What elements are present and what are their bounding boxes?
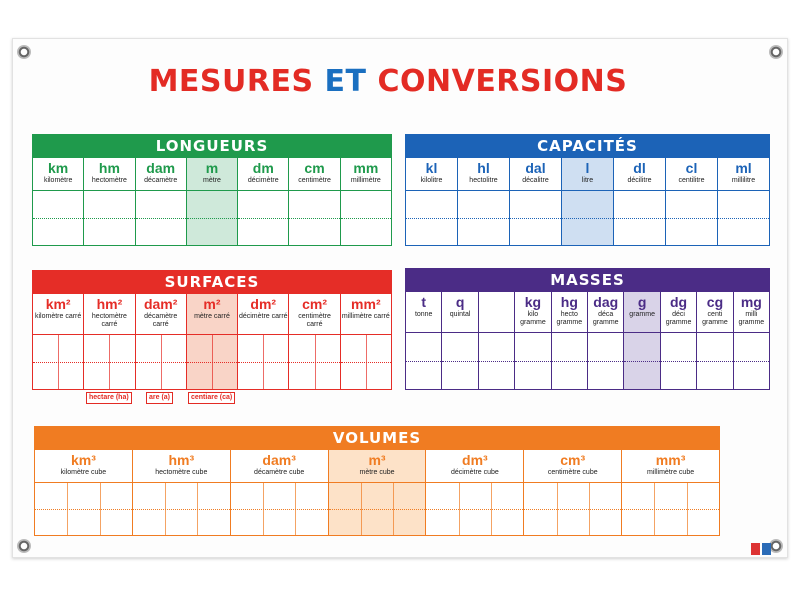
unit-column: [524, 450, 622, 535]
dotted-guide-line: [406, 361, 441, 362]
section-title: SURFACES: [32, 270, 392, 294]
sub-column-divider: [654, 483, 655, 535]
unit-column: [231, 450, 329, 535]
unit-name: hectolitre: [469, 177, 498, 184]
entry-cells[interactable]: [341, 190, 391, 245]
unit-name: quintal: [449, 311, 471, 318]
unit-name: centimètre carré: [298, 313, 331, 328]
unit-symbol: hg: [560, 294, 578, 310]
ce-mark-icon: [751, 543, 760, 555]
unit-symbol: hm: [98, 160, 120, 176]
dotted-guide-line: [515, 361, 550, 362]
unit-name: kilolitre: [420, 177, 443, 184]
unit-name: tonne: [414, 311, 433, 318]
unit-column: [622, 450, 719, 535]
section-volumes: [34, 426, 720, 536]
sub-column-divider: [263, 335, 264, 389]
unit-symbol: m: [205, 160, 219, 176]
entry-cells[interactable]: [588, 332, 623, 389]
sub-column-divider: [459, 483, 460, 535]
unit-name: mètre cube: [359, 469, 395, 476]
unit-column: [33, 158, 84, 245]
sub-column-divider: [100, 483, 101, 535]
unit-symbol: mg: [740, 294, 762, 310]
sub-column-divider: [161, 335, 162, 389]
unit-column: [510, 158, 562, 245]
entry-cells[interactable]: [187, 190, 237, 245]
unit-name: millimètre carré: [341, 313, 390, 320]
dotted-guide-line: [329, 509, 426, 510]
unit-column: [136, 294, 187, 389]
unit-symbol: t: [421, 294, 427, 310]
unit-symbol: kg: [524, 294, 542, 310]
dotted-guide-line: [552, 361, 587, 362]
unit-symbol: dl: [633, 160, 646, 176]
grommet-bottom-right: [769, 539, 783, 553]
section-surfaces: [32, 270, 392, 390]
sub-column-divider: [295, 483, 296, 535]
unit-column: [406, 158, 458, 245]
entry-cells[interactable]: [231, 482, 328, 535]
section-capacites: [405, 134, 770, 246]
sub-column-divider: [366, 335, 367, 389]
entry-cells[interactable]: [238, 190, 288, 245]
entry-cells[interactable]: [622, 482, 719, 535]
entry-cells[interactable]: [552, 332, 587, 389]
entry-cells[interactable]: [614, 190, 665, 245]
title-word-conversions: CONVERSIONS: [377, 64, 628, 99]
unit-columns: [33, 158, 391, 245]
entry-cells[interactable]: [33, 334, 83, 389]
dotted-guide-line: [406, 218, 457, 219]
entry-cells[interactable]: [133, 482, 230, 535]
unit-name: hectomètre: [91, 177, 127, 184]
dotted-guide-line: [661, 361, 696, 362]
entry-cells[interactable]: [329, 482, 426, 535]
entry-cells[interactable]: [238, 334, 288, 389]
unit-symbol: dam: [146, 160, 176, 176]
unit-symbol: dal: [525, 160, 546, 176]
entry-cells[interactable]: [289, 334, 339, 389]
conversion-label-centiare: centiare (ca): [188, 392, 235, 404]
unit-symbol: dm: [252, 160, 274, 176]
unit-symbol: dag: [593, 294, 619, 310]
unit-column: [661, 292, 697, 389]
entry-cells[interactable]: [479, 332, 514, 389]
unit-column: [84, 158, 135, 245]
unit-name: mètre carré: [194, 313, 230, 320]
dotted-guide-line: [442, 361, 477, 362]
unit-name: déci gramme: [665, 311, 692, 326]
unit-symbol: kl: [425, 160, 438, 176]
entry-cells[interactable]: [406, 190, 457, 245]
grommet-top-right: [769, 45, 783, 59]
unit-name: kilomètre carré: [34, 313, 82, 320]
unit-column: [562, 158, 614, 245]
dotted-guide-line: [734, 361, 769, 362]
unit-name: déca gramme: [592, 311, 619, 326]
unit-name: centimètre: [298, 177, 331, 184]
sub-column-divider: [197, 483, 198, 535]
unit-column: [84, 294, 135, 389]
entry-cells[interactable]: [515, 332, 550, 389]
unit-column: [515, 292, 551, 389]
dotted-guide-line: [479, 361, 514, 362]
unit-symbol: q: [455, 294, 465, 310]
unit-symbol: cm³: [560, 452, 586, 468]
dotted-guide-line: [231, 509, 328, 510]
unit-column: [624, 292, 660, 389]
unit-column: [614, 158, 666, 245]
unit-symbol: dm²: [250, 296, 277, 312]
entry-cells[interactable]: [35, 482, 132, 535]
unit-symbol: cm²: [302, 296, 327, 312]
grommet-bottom-left: [17, 539, 31, 553]
conversion-table: [405, 292, 770, 390]
entry-cells[interactable]: [697, 332, 732, 389]
unit-columns: [406, 292, 769, 389]
unit-name: kilomètre: [43, 177, 73, 184]
unit-name: centimètre cube: [547, 469, 598, 476]
title-word-mesures: MESURES: [148, 64, 314, 99]
unit-name: hectomètre cube: [155, 469, 208, 476]
entry-cells[interactable]: [734, 332, 769, 389]
page-title: [0, 64, 776, 99]
sub-column-divider: [557, 483, 558, 535]
unit-symbol: cl: [685, 160, 698, 176]
sub-column-divider: [109, 335, 110, 389]
unit-name: millilitre: [731, 177, 756, 184]
entry-cells[interactable]: [661, 332, 696, 389]
grommet-top-left: [17, 45, 31, 59]
title-word-et: ET: [324, 64, 367, 99]
unit-symbol: hm²: [96, 296, 123, 312]
dotted-guide-line: [133, 509, 230, 510]
unit-column: [187, 294, 238, 389]
unit-column: [33, 294, 84, 389]
unit-name: gramme: [629, 311, 655, 318]
conversion-label-hectare: hectare (ha): [86, 392, 132, 404]
unit-name: mètre: [203, 177, 221, 184]
unit-column: [329, 450, 427, 535]
entry-cells[interactable]: [442, 332, 477, 389]
unit-symbol: km²: [45, 296, 71, 312]
entry-cells[interactable]: [562, 190, 613, 245]
entry-cells[interactable]: [718, 190, 769, 245]
section-longueurs: [32, 134, 392, 246]
entry-cells[interactable]: [136, 334, 186, 389]
sub-column-divider: [315, 335, 316, 389]
section-title: CAPACITÉS: [405, 134, 770, 158]
unit-name: décamètre cube: [254, 469, 305, 476]
dotted-guide-line: [588, 361, 623, 362]
entry-cells[interactable]: [136, 190, 186, 245]
unit-column: [238, 294, 289, 389]
dotted-guide-line: [458, 218, 509, 219]
unit-column: [289, 294, 340, 389]
sub-column-divider: [212, 335, 213, 389]
unit-symbol: m³: [368, 452, 386, 468]
unit-column: [238, 158, 289, 245]
unit-symbol: hm³: [168, 452, 195, 468]
entry-cells[interactable]: [426, 482, 523, 535]
unit-symbol: ml: [735, 160, 752, 176]
unit-name: décamètre: [144, 177, 178, 184]
unit-columns: [33, 294, 391, 389]
dotted-guide-line: [33, 218, 83, 219]
unit-symbol: km: [48, 160, 69, 176]
unit-name: centi gramme: [702, 311, 728, 326]
section-masses: [405, 268, 770, 390]
entry-cells[interactable]: [666, 190, 717, 245]
unit-name: décimètre cube: [450, 469, 499, 476]
sub-column-divider: [67, 483, 68, 535]
unit-column: [341, 158, 391, 245]
unit-name: litre: [581, 177, 594, 184]
unit-symbol: dam²: [143, 296, 178, 312]
unit-name: décamètre carré: [144, 313, 178, 328]
unit-column: [289, 158, 340, 245]
unit-column: [133, 450, 231, 535]
sub-column-divider: [165, 483, 166, 535]
dotted-guide-line: [84, 218, 134, 219]
unit-name: décalitre: [522, 177, 549, 184]
conversion-table: [32, 158, 392, 246]
unit-column: [552, 292, 588, 389]
unit-column: [136, 158, 187, 245]
unit-symbol: km³: [70, 452, 96, 468]
unit-name: milli gramme: [738, 311, 765, 326]
unit-column: [479, 292, 515, 389]
entry-cells[interactable]: [510, 190, 561, 245]
publisher-logos: [751, 543, 771, 555]
sub-column-divider: [589, 483, 590, 535]
dotted-guide-line: [187, 218, 237, 219]
conversion-table: [405, 158, 770, 246]
unit-column: [734, 292, 769, 389]
unit-column: [341, 294, 391, 389]
unit-columns: [35, 450, 719, 535]
unit-column: [426, 450, 524, 535]
dotted-guide-line: [614, 218, 665, 219]
unit-symbol: mm: [353, 160, 379, 176]
unit-column: [458, 158, 510, 245]
conversion-table: [34, 450, 720, 536]
dotted-guide-line: [510, 218, 561, 219]
unit-column: [442, 292, 478, 389]
entry-cells[interactable]: [458, 190, 509, 245]
dotted-guide-line: [341, 218, 391, 219]
unit-name: décilitre: [627, 177, 652, 184]
unit-symbol: hl: [477, 160, 490, 176]
entry-cells[interactable]: [289, 190, 339, 245]
unit-symbol: cg: [706, 294, 724, 310]
unit-symbol: mm²: [351, 296, 381, 312]
sub-column-divider: [361, 483, 362, 535]
dotted-guide-line: [622, 509, 719, 510]
dotted-guide-line: [562, 218, 613, 219]
entry-cells[interactable]: [84, 190, 134, 245]
entry-cells[interactable]: [624, 332, 659, 389]
unit-name: hecto gramme: [556, 311, 583, 326]
unit-column: [718, 158, 769, 245]
unit-columns: [406, 158, 769, 245]
dotted-guide-line: [624, 361, 659, 362]
dotted-guide-line: [238, 218, 288, 219]
dotted-guide-line: [666, 218, 717, 219]
unit-name: décimètre: [247, 177, 279, 184]
unit-column: [697, 292, 733, 389]
unit-symbol: m²: [203, 296, 221, 312]
brand-logo-icon: [762, 543, 771, 555]
section-title: LONGUEURS: [32, 134, 392, 158]
unit-name: hectomètre carré: [91, 313, 127, 328]
section-title: MASSES: [405, 268, 770, 292]
unit-symbol: g: [637, 294, 647, 310]
unit-name: [479, 295, 514, 296]
dotted-guide-line: [136, 218, 186, 219]
unit-name: millimètre cube: [647, 469, 695, 476]
entry-cells[interactable]: [524, 482, 621, 535]
sub-column-divider: [263, 483, 264, 535]
unit-column: [588, 292, 624, 389]
unit-symbol: dg: [669, 294, 688, 310]
sub-column-divider: [58, 335, 59, 389]
entry-cells[interactable]: [84, 334, 134, 389]
unit-symbol: cm: [304, 160, 325, 176]
unit-symbol: dm³: [462, 452, 488, 468]
entry-cells[interactable]: [341, 334, 391, 389]
unit-name: kilo gramme: [520, 311, 546, 326]
conversion-label-are: are (a): [146, 392, 173, 404]
unit-name: millimètre: [350, 177, 381, 184]
dotted-guide-line: [426, 509, 523, 510]
unit-symbol: mm³: [655, 452, 686, 468]
dotted-guide-line: [524, 509, 621, 510]
dotted-guide-line: [697, 361, 732, 362]
unit-symbol: l: [585, 160, 590, 176]
dotted-guide-line: [718, 218, 769, 219]
unit-column: [406, 292, 442, 389]
sub-column-divider: [491, 483, 492, 535]
conversion-table: [32, 294, 392, 390]
unit-column: [35, 450, 133, 535]
unit-column: [187, 158, 238, 245]
entry-cells[interactable]: [187, 334, 237, 389]
dotted-guide-line: [35, 509, 132, 510]
unit-column: [666, 158, 718, 245]
entry-cells[interactable]: [33, 190, 83, 245]
unit-name: centilitre: [678, 177, 705, 184]
sub-column-divider: [687, 483, 688, 535]
unit-name: kilomètre cube: [60, 469, 107, 476]
unit-symbol: dam³: [262, 452, 296, 468]
dotted-guide-line: [289, 218, 339, 219]
unit-name: décimètre carré: [238, 313, 288, 320]
sub-column-divider: [393, 483, 394, 535]
section-title: VOLUMES: [34, 426, 720, 450]
entry-cells[interactable]: [406, 332, 441, 389]
